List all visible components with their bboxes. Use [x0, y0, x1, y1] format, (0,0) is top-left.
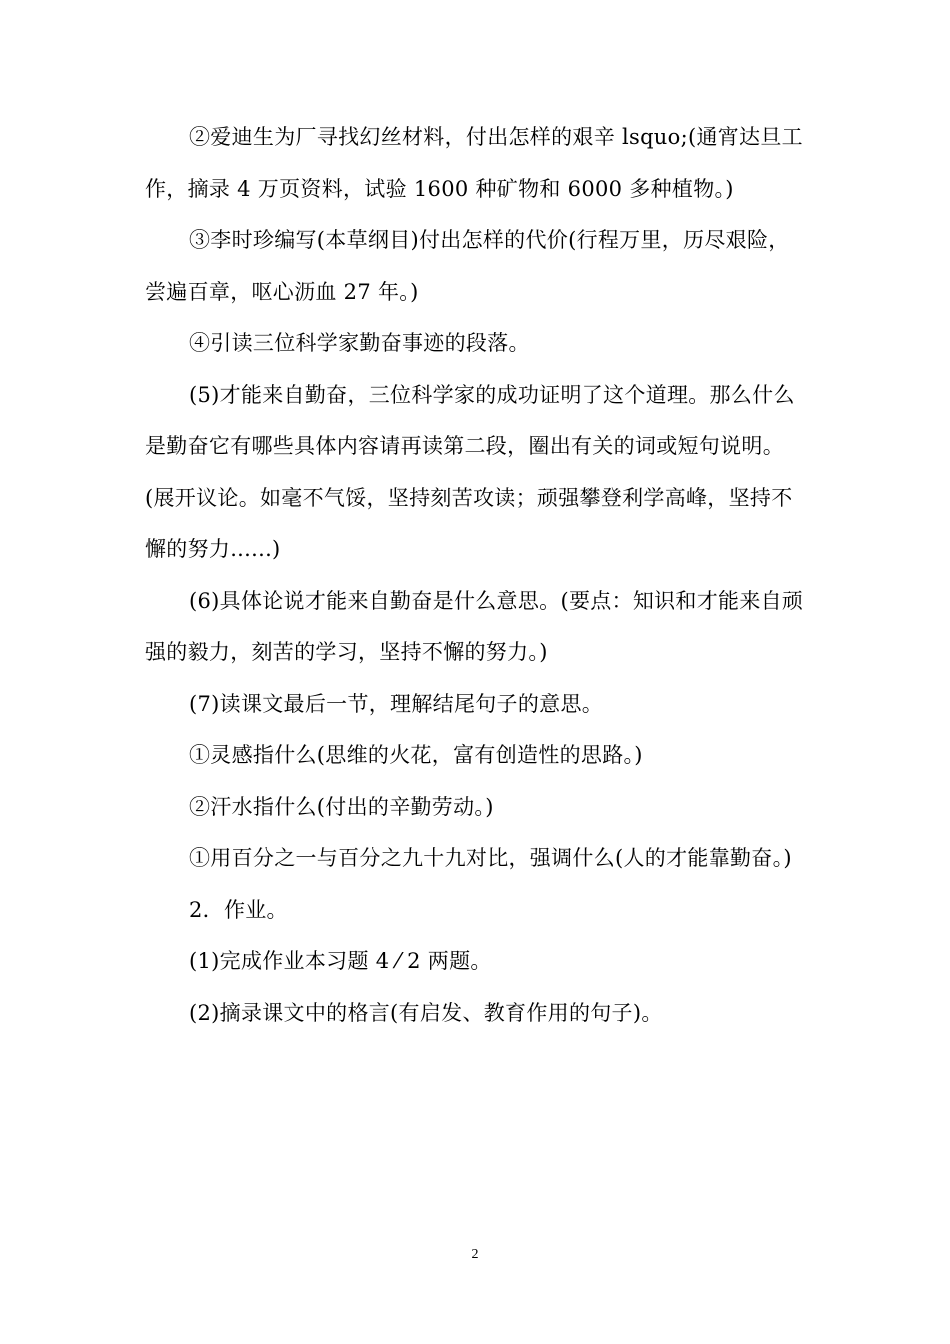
page-number: 2 [471, 1247, 479, 1262]
paragraph-inspiration: ①灵感指什么(思维的火花，富有创造性的思路。) [189, 743, 643, 767]
paragraph-last-section: (7)读课文最后一节，理解结尾句子的意思。 [189, 691, 604, 716]
paragraph-sweat: ②汗水指什么(付出的辛勤劳动。) [189, 794, 494, 819]
paragraph-talent-meaning: (6)具体论说才能来自勤奋是什么意思。(要点：知识和才能来自顽强的毅力，刻苦的学习，坚持不懈的努力。) [145, 588, 804, 664]
paragraph-edison: ②爱迪生为厂寻找幻丝材料，付出怎样的艰辛 lsquo;(通宵达旦工作，摘录 4 万页资料，试验 1600 种矿物和 6000 多种植物。) [145, 125, 803, 201]
paragraph-read-aloud: ④引读三位科学家勤奋事迹的段落。 [189, 331, 530, 355]
paragraph-homework-2: (2)摘录课文中的格言(有启发、教育作用的句子)。 [189, 1000, 663, 1025]
paragraph-homework-1: (1)完成作业本习题 4 ⁄ 2 两题。 [189, 949, 492, 973]
paragraph-li-shizhen: ③李时珍编写(本草纲目)付出怎样的代价(行程万里，历尽艰险，尝遍百章，呕心沥血 27 年。) [145, 228, 790, 304]
document-body [145, 112, 807, 1039]
paragraph-diligence-discussion: (5)才能来自勤奋，三位科学家的成功证明了这个道理。那么什么是勤奋它有哪些具体内容请再读第二段，圈出有关的词或短句说明。(展开议论。如毫不气馁，坚持刻苦攻读；顽强攀登利学高峰，坚持不懈的努力......) [145, 382, 795, 561]
paragraph-percent-contrast: ①用百分之一与百分之九十九对比，强调什么(人的才能靠勤奋。) [189, 846, 792, 870]
paragraph-homework-heading: 2．作业。 [189, 897, 288, 922]
